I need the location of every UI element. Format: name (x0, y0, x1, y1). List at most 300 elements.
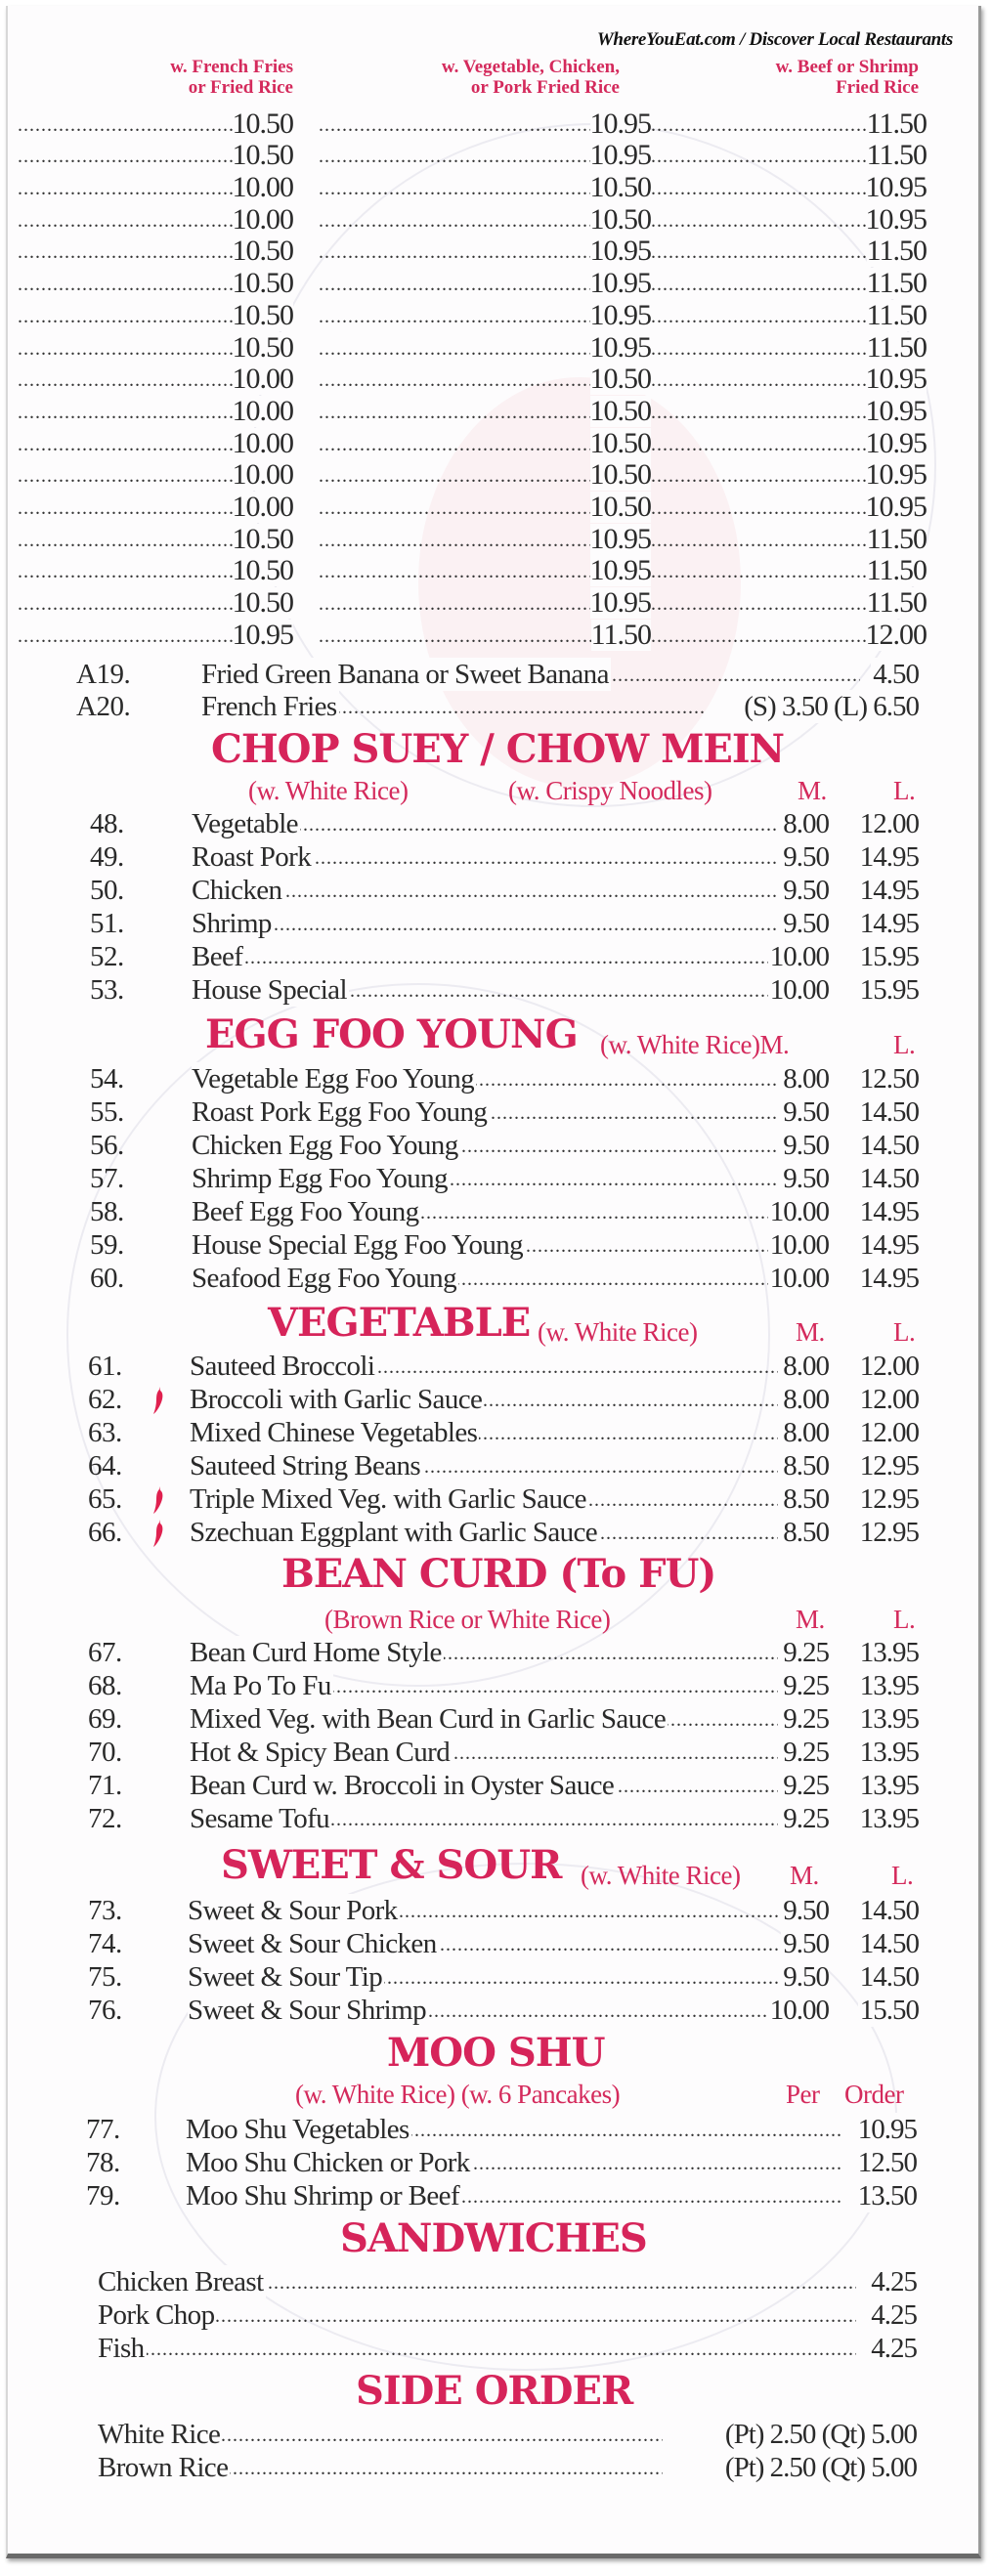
price-medium: 8.00 (783, 1351, 829, 1382)
menu-page (6, 6, 981, 2558)
price-cell (319, 300, 651, 331)
price-cell (651, 459, 927, 491)
price-large: 14.95 (859, 841, 919, 873)
item-number: 70. (88, 1737, 122, 1768)
price-value: 10.95 (865, 202, 927, 236)
item-number: 76. (88, 1995, 122, 2026)
dot-leader (18, 593, 233, 619)
price-row (18, 140, 927, 172)
menu-item (8, 2451, 981, 2484)
item-name: Sauteed String Beans (190, 1450, 421, 1481)
price-cell (319, 140, 651, 171)
column-header-vegetable-chicken-pork: w. Vegetable, Chicken, or Pork Fried Rice (441, 57, 620, 98)
price-value: 10.50 (232, 586, 293, 619)
price-value: 11.50 (866, 235, 927, 268)
price-large: 14.50 (859, 1928, 919, 1959)
dot-leader (18, 402, 233, 427)
price-cell (319, 364, 651, 395)
price-value: 10.95 (589, 330, 651, 364)
dot-leader (319, 178, 590, 203)
menu-item (8, 1195, 981, 1228)
dot-leader (651, 114, 867, 140)
price-cell (18, 236, 293, 267)
price-cell (651, 172, 927, 203)
price-medium: 9.50 (783, 908, 829, 939)
item-name: Sesame Tofu (190, 1803, 330, 1834)
item-name: Seafood Egg Foo Young (192, 1263, 456, 1294)
price-large: 14.50 (859, 1961, 919, 1993)
item-name: Triple Mixed Veg. with Garlic Sauce (190, 1483, 586, 1515)
price-large: 14.95 (859, 1196, 919, 1227)
item-name: Vegetable Egg Foo Young (192, 1063, 475, 1095)
price-value: 10.95 (865, 171, 927, 204)
menu-item (8, 1228, 981, 1262)
item-price: (S) 3.50 (L) 6.50 (744, 691, 919, 722)
menu-item (8, 1095, 981, 1129)
price-cell (651, 300, 927, 331)
price-medium: 8.50 (783, 1450, 829, 1481)
item-price: 13.50 (857, 2180, 917, 2211)
price-cell (18, 204, 293, 236)
price-cell (18, 555, 293, 586)
price-row (18, 299, 927, 331)
menu-item (8, 658, 981, 691)
item-name: Roast Pork (192, 841, 312, 873)
item-number: 67. (88, 1637, 122, 1668)
price-large: 13.95 (859, 1737, 919, 1768)
chili-pepper-icon (151, 1485, 165, 1515)
price-large: 15.50 (859, 1995, 919, 2026)
price-value: 10.00 (232, 171, 293, 204)
dot-leader (319, 210, 590, 236)
price-medium: 8.00 (783, 1417, 829, 1448)
menu-item (8, 1927, 981, 1960)
dot-leader (98, 2339, 856, 2360)
price-medium: 9.50 (783, 1130, 829, 1161)
price-medium: 8.00 (783, 808, 829, 839)
price-value: 10.50 (232, 235, 293, 268)
section-title-vegetable: VEGETABLE (268, 1300, 531, 1346)
column-label-medium: M. (796, 1605, 825, 1634)
price-large: 14.50 (859, 1163, 919, 1194)
menu-item (8, 1449, 981, 1482)
price-row (18, 171, 927, 203)
dot-leader (18, 274, 233, 299)
item-price: (Pt) 2.50 (Qt) 5.00 (724, 2452, 917, 2483)
column-label-large: L. (891, 1861, 914, 1890)
dot-leader (319, 369, 590, 395)
dot-leader (319, 402, 590, 427)
price-value: 10.95 (589, 522, 651, 555)
dot-leader (18, 178, 233, 203)
item-name: Beef (192, 941, 243, 972)
menu-item (8, 1960, 981, 1994)
price-cell (18, 268, 293, 299)
chili-pepper-icon (151, 1519, 165, 1548)
dot-leader (18, 497, 233, 523)
price-row (18, 427, 927, 459)
menu-item (8, 1162, 981, 1195)
item-price: 4.25 (871, 2266, 917, 2297)
price-large: 13.95 (859, 1637, 919, 1668)
price-large: 14.50 (859, 1096, 919, 1128)
price-value: 10.00 (232, 490, 293, 523)
price-value: 11.50 (866, 330, 927, 364)
menu-item (8, 807, 981, 840)
section-note: (w. White Rice) (248, 776, 409, 805)
dot-leader (18, 146, 233, 171)
price-row (18, 555, 927, 587)
item-number: 60. (90, 1263, 124, 1294)
item-number: 55. (90, 1096, 124, 1128)
item-number: 69. (88, 1703, 122, 1735)
section-title-moo-shu: MOO SHU (387, 2030, 605, 2076)
dot-leader (18, 241, 233, 267)
menu-item (8, 2265, 981, 2298)
price-row (18, 236, 927, 268)
price-cell (18, 172, 293, 203)
price-value: 12.00 (865, 618, 927, 651)
item-number: 62. (88, 1384, 122, 1415)
item-number: 52. (90, 941, 124, 972)
dot-leader (651, 434, 866, 459)
price-value: 10.95 (589, 298, 651, 331)
item-number: 48. (90, 808, 124, 839)
price-grid (18, 107, 927, 651)
item-name: House Special (192, 974, 347, 1006)
price-cell (651, 428, 927, 459)
menu-item (8, 1383, 981, 1416)
item-number: 72. (88, 1803, 122, 1834)
dot-leader (651, 241, 867, 267)
price-medium: 9.25 (783, 1803, 829, 1834)
price-cell (319, 524, 651, 555)
price-cell (319, 396, 651, 427)
price-large: 14.95 (859, 908, 919, 939)
price-medium: 9.50 (783, 1895, 829, 1926)
price-medium: 9.50 (783, 1163, 829, 1194)
price-cell (651, 204, 927, 236)
price-cell (319, 172, 651, 203)
dot-leader (651, 274, 867, 299)
item-name: Pork Chop (98, 2299, 215, 2331)
price-row (18, 586, 927, 619)
price-value: 10.00 (232, 426, 293, 459)
item-name: Fried Green Banana or Sweet Banana (201, 659, 609, 690)
dot-leader (319, 625, 591, 651)
menu-item (8, 690, 981, 723)
menu-item (8, 907, 981, 940)
menu-item (8, 2146, 981, 2179)
item-number: 61. (88, 1351, 122, 1382)
menu-item (8, 1802, 981, 1835)
dot-leader (319, 434, 590, 459)
item-price: 4.50 (873, 659, 919, 690)
item-name: House Special Egg Foo Young (192, 1229, 524, 1261)
item-name: Sweet & Sour Tip (188, 1961, 383, 1993)
price-medium: 9.50 (783, 1096, 829, 1128)
dot-leader (319, 497, 590, 523)
menu-item (8, 2332, 981, 2365)
price-value: 10.95 (589, 107, 651, 140)
item-number: 66. (88, 1517, 122, 1548)
price-cell (651, 140, 927, 171)
item-number: 75. (88, 1961, 122, 1993)
item-price: 4.25 (871, 2333, 917, 2364)
item-number: 59. (90, 1229, 124, 1261)
dot-leader (18, 465, 233, 491)
price-value: 10.95 (589, 235, 651, 268)
menu-item (8, 2418, 981, 2451)
menu-item (8, 1262, 981, 1295)
item-name: Mixed Veg. with Bean Curd in Garlic Sauce (190, 1703, 667, 1735)
dot-leader (319, 338, 590, 364)
price-cell (319, 428, 651, 459)
menu-item (8, 1062, 981, 1095)
price-value: 11.50 (866, 522, 927, 555)
item-name: French Fries (201, 691, 337, 722)
menu-item (8, 2113, 981, 2146)
price-cell (319, 108, 651, 140)
price-value: 11.50 (866, 586, 927, 619)
price-medium: 8.00 (783, 1063, 829, 1095)
price-row (18, 395, 927, 427)
item-name: Shrimp (192, 908, 272, 939)
item-name: Vegetable (192, 808, 298, 839)
dot-leader (319, 561, 590, 586)
item-name: Mixed Chinese Vegetables (190, 1417, 478, 1448)
price-cell (651, 492, 927, 523)
price-cell (18, 459, 293, 491)
price-large: 13.95 (859, 1770, 919, 1801)
dot-leader (18, 338, 233, 364)
section-note: (w. White Rice) (538, 1317, 698, 1347)
item-name: Roast Pork Egg Foo Young (192, 1096, 488, 1128)
item-name: Shrimp Egg Foo Young (192, 1163, 448, 1194)
dot-leader (18, 210, 233, 236)
dot-leader (651, 497, 866, 523)
price-large: 12.95 (859, 1450, 919, 1481)
price-medium: 10.00 (769, 1995, 829, 2026)
section-note: (w. White Rice) (w. 6 Pancakes) (295, 2080, 621, 2109)
price-cell (319, 268, 651, 299)
item-name: Fish (98, 2333, 145, 2364)
item-number: 51. (90, 908, 124, 939)
dot-leader (18, 114, 233, 140)
item-name: Szechuan Eggplant with Garlic Sauce (190, 1517, 598, 1548)
column-label-order: Order (844, 2080, 904, 2109)
price-value: 10.50 (589, 458, 651, 492)
price-cell (18, 332, 293, 364)
menu-item (8, 1416, 981, 1449)
dot-leader (192, 914, 778, 935)
price-row (18, 267, 927, 299)
price-large: 15.95 (859, 941, 919, 972)
price-medium: 9.25 (783, 1770, 829, 1801)
price-row (18, 107, 927, 140)
dot-leader (319, 241, 590, 267)
price-cell (319, 332, 651, 364)
price-value: 11.50 (590, 618, 651, 651)
item-name: Sweet & Sour Chicken (188, 1928, 437, 1959)
price-cell (319, 204, 651, 236)
dot-leader (18, 561, 233, 586)
menu-item (8, 940, 981, 973)
price-value: 10.50 (232, 554, 293, 587)
item-price: 12.50 (857, 2147, 917, 2178)
price-cell (319, 587, 651, 619)
price-medium: 9.25 (783, 1670, 829, 1701)
price-cell (18, 587, 293, 619)
dot-leader (319, 530, 590, 555)
price-row (18, 523, 927, 555)
price-large: 13.95 (859, 1703, 919, 1735)
section-title-sweet-sour: SWEET & SOUR (221, 1842, 562, 1888)
dot-leader (651, 402, 866, 427)
price-medium: 10.00 (769, 1229, 829, 1261)
item-name: Chicken Egg Foo Young (192, 1130, 458, 1161)
price-value: 10.50 (232, 267, 293, 300)
price-large: 14.95 (859, 1229, 919, 1261)
price-value: 10.50 (589, 363, 651, 396)
price-cell (651, 620, 927, 651)
dot-leader (18, 369, 233, 395)
price-large: 12.00 (859, 1384, 919, 1415)
item-number: 79. (86, 2180, 120, 2211)
price-row (18, 203, 927, 236)
item-number: 56. (90, 1130, 124, 1161)
price-cell (651, 268, 927, 299)
price-large: 14.50 (859, 1130, 919, 1161)
menu-item (8, 1669, 981, 1702)
price-value: 10.95 (865, 363, 927, 396)
item-number: 77. (86, 2114, 120, 2145)
item-price: 4.25 (871, 2299, 917, 2331)
dot-leader (651, 625, 866, 651)
menu-item (8, 1894, 981, 1927)
section-title-egg-foo-young: EGG FOO YOUNG (205, 1011, 578, 1057)
item-price: (Pt) 2.50 (Qt) 5.00 (724, 2419, 917, 2450)
price-value: 11.50 (866, 139, 927, 172)
dot-leader (18, 434, 233, 459)
price-cell (18, 524, 293, 555)
price-row (18, 459, 927, 492)
price-cell (18, 396, 293, 427)
price-medium: 9.50 (783, 841, 829, 873)
dot-leader (319, 306, 590, 331)
section-note: (w. White Rice)M. (600, 1030, 790, 1059)
price-large: 14.95 (859, 875, 919, 906)
item-name: Brown Rice (98, 2452, 229, 2483)
item-number: A19. (76, 659, 131, 690)
section-title-chop-suey: CHOP SUEY / CHOW MEIN (211, 726, 785, 772)
menu-item (8, 840, 981, 874)
dot-leader (319, 593, 590, 619)
item-number: 71. (88, 1770, 122, 1801)
menu-item (8, 2179, 981, 2212)
item-number: 78. (86, 2147, 120, 2178)
price-large: 12.00 (859, 1417, 919, 1448)
menu-item (8, 874, 981, 907)
dot-leader (18, 306, 233, 331)
price-value: 10.50 (589, 394, 651, 427)
price-cell (651, 396, 927, 427)
column-label-large: L. (893, 1030, 916, 1059)
dot-leader (651, 530, 867, 555)
menu-item (8, 1482, 981, 1516)
item-number: 58. (90, 1196, 124, 1227)
price-cell (18, 620, 293, 651)
price-cell (651, 364, 927, 395)
dot-leader (651, 210, 866, 236)
item-name: Sweet & Sour Pork (188, 1895, 398, 1926)
dot-leader (651, 561, 867, 586)
price-value: 10.95 (865, 426, 927, 459)
menu-item (8, 1994, 981, 2027)
item-name: Beef Egg Foo Young (192, 1196, 419, 1227)
item-number: 63. (88, 1417, 122, 1448)
menu-item (8, 1702, 981, 1736)
menu-item (8, 1636, 981, 1669)
item-price: 10.95 (857, 2114, 917, 2145)
price-large: 12.50 (859, 1063, 919, 1095)
dot-leader (651, 178, 866, 203)
price-value: 10.50 (232, 330, 293, 364)
item-number: 65. (88, 1483, 122, 1515)
item-number: 57. (90, 1163, 124, 1194)
price-value: 10.50 (589, 171, 651, 204)
price-medium: 10.00 (769, 1196, 829, 1227)
price-row (18, 619, 927, 651)
price-large: 12.95 (859, 1517, 919, 1548)
section-title-bean-curd: BEAN CURD (To FU) (281, 1551, 716, 1597)
price-value: 10.95 (232, 618, 293, 651)
price-value: 10.95 (589, 586, 651, 619)
price-medium: 9.50 (783, 875, 829, 906)
dot-leader (651, 465, 866, 491)
price-value: 11.50 (866, 554, 927, 587)
price-medium: 8.50 (783, 1517, 829, 1548)
dot-leader (319, 114, 590, 140)
section-title-side-order: SIDE ORDER (356, 2368, 633, 2414)
column-label-large: L. (893, 776, 916, 805)
price-large: 13.95 (859, 1803, 919, 1834)
item-number: 68. (88, 1670, 122, 1701)
dot-leader (18, 625, 233, 651)
price-medium: 9.25 (783, 1637, 829, 1668)
item-name: Bean Curd w. Broccoli in Oyster Sauce (190, 1770, 615, 1801)
price-medium: 10.00 (769, 1263, 829, 1294)
price-large: 14.95 (859, 1263, 919, 1294)
column-label-medium: M. (798, 776, 827, 805)
column-label-medium: M. (790, 1861, 819, 1890)
price-value: 11.50 (866, 298, 927, 331)
price-cell (18, 108, 293, 140)
price-value: 10.50 (232, 107, 293, 140)
menu-item (8, 1516, 981, 1549)
item-name: Moo Shu Shrimp or Beef (186, 2180, 460, 2211)
price-row (18, 491, 927, 523)
menu-item (8, 2298, 981, 2332)
column-label-large: L. (893, 1317, 916, 1347)
price-medium: 9.50 (783, 1928, 829, 1959)
item-number: 74. (88, 1928, 122, 1959)
dot-leader (651, 146, 867, 171)
price-row (18, 331, 927, 364)
price-medium: 9.50 (783, 1961, 829, 1993)
column-label-per: Per (786, 2080, 820, 2109)
dot-leader (651, 306, 867, 331)
